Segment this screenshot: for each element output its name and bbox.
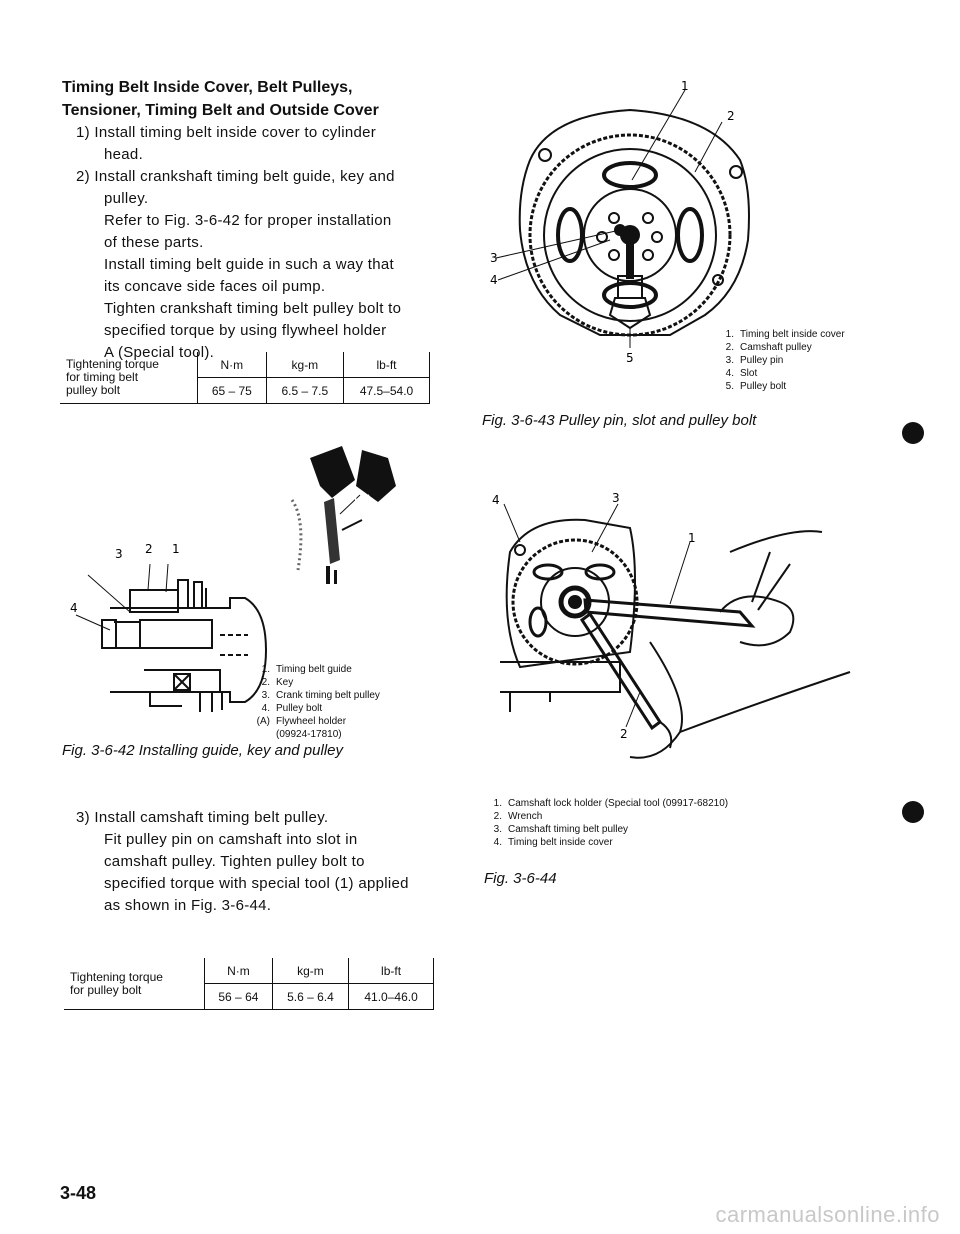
flywheel-holder-drawing — [292, 446, 396, 584]
legend-item: 1. Timing belt guide — [261, 664, 352, 675]
unit-header-nm: N·m — [205, 958, 273, 984]
torque-value-lbft: 41.0–46.0 — [349, 984, 434, 1010]
step-3-line: 3) Install camshaft timing belt pulley. — [76, 809, 329, 826]
fig-3-6-42-caption: Fig. 3-6-42 Installing guide, key and pulley — [62, 742, 344, 759]
fig-3-6-44-caption: Fig. 3-6-44 — [484, 870, 557, 887]
fig-43-callout: 5 — [626, 351, 634, 365]
torque-value-kgm: 6.5 – 7.5 — [266, 378, 343, 404]
legend-item: 3. Camshaft timing belt pulley — [493, 824, 629, 835]
torque-value-nm: 56 – 64 — [205, 984, 273, 1010]
legend-item: 3. Crank timing belt pulley — [261, 690, 380, 701]
unit-header-nm: N·m — [198, 352, 267, 378]
section-title — [62, 76, 379, 122]
step-3-line: camshaft pulley. Tighten pulley bolt to — [104, 853, 365, 870]
section-title-line-2: Tensioner, Timing Belt and Outside Cover — [62, 102, 379, 119]
torque-label-line: Tightening torque — [66, 357, 159, 371]
step-2-line: Tighten crankshaft timing belt pulley bolt to — [104, 300, 402, 317]
fig-42-callout: 1 — [172, 542, 180, 556]
legend-item: 4. Pulley bolt — [261, 703, 323, 714]
torque-label-cell — [64, 958, 205, 1010]
fig-43-callout: 1 — [681, 80, 689, 93]
legend-item: 2. Key — [261, 677, 294, 688]
fig-3-6-43-illustration — [490, 80, 780, 370]
torque-label-cell — [60, 352, 198, 404]
torque-value-nm: 65 – 75 — [198, 378, 267, 404]
step-3-line: Fit pulley pin on camshaft into slot in — [104, 831, 358, 848]
step-1-line: 1) Install timing belt inside cover to cylinder — [76, 124, 377, 141]
fig-43-callout: 3 — [490, 251, 498, 265]
fig-44-callout: 1 — [688, 531, 696, 545]
fig-44-callout: 2 — [620, 727, 628, 741]
fig-44-legend — [484, 797, 728, 849]
legend-item: (09924-17810) — [276, 729, 342, 740]
legend-item: 4. Timing belt inside cover — [493, 837, 613, 848]
legend-item: 1. Camshaft lock holder (Special tool (09917-68210) — [493, 798, 729, 809]
fig-3-6-44-illustration — [490, 492, 860, 792]
step-2-line: its concave side faces oil pump. — [104, 278, 326, 295]
legend-item: 5. Pulley bolt — [725, 381, 787, 392]
step-2-line: Install timing belt guide in such a way that — [104, 256, 395, 273]
step-2-line: 2) Install crankshaft timing belt guide, key and — [76, 168, 395, 185]
legend-item: 4. Slot — [725, 368, 758, 379]
fig-42-callout: 4 — [70, 601, 78, 615]
fig-42-callout: (A) — [354, 493, 372, 507]
page-number: 3-48 — [60, 1183, 97, 1203]
step-2-line: of these parts. — [104, 234, 204, 251]
fig-43-callout: 2 — [727, 109, 735, 123]
legend-item: (A) Flywheel holder — [256, 716, 347, 727]
torque-value-lbft: 47.5–54.0 — [344, 378, 430, 404]
fig-43-callout: 4 — [490, 273, 498, 287]
legend-item: 3. Pulley pin — [725, 355, 784, 366]
step-3-text — [76, 807, 446, 917]
step-1-line: head. — [104, 146, 144, 163]
fig-43-legend — [716, 328, 845, 393]
unit-header-kgm: kg-m — [272, 958, 348, 984]
step-3-line: as shown in Fig. 3-6-44. — [104, 897, 272, 914]
step-2-line: Refer to Fig. 3-6-42 for proper installation — [104, 212, 392, 229]
fig-42-callout: 2 — [145, 542, 153, 556]
fig-3-6-43-caption: Fig. 3-6-43 Pulley pin, slot and pulley bolt — [482, 412, 757, 429]
torque-value-kgm: 5.6 – 6.4 — [272, 984, 348, 1010]
fig-42-legend — [252, 663, 380, 741]
legend-item: 1. Timing belt inside cover — [725, 329, 845, 340]
step-2-line: specified torque by using flywheel holder — [104, 322, 387, 339]
step-1-2-text — [76, 122, 446, 364]
torque-label-line: for pulley bolt — [70, 982, 142, 997]
torque-label-line: pulley bolt — [66, 383, 121, 397]
legend-item: 2. Camshaft pulley — [725, 342, 812, 353]
torque-label-line: for timing belt — [66, 370, 139, 384]
section-title-line-1: Timing Belt Inside Cover, Belt Pulleys, — [62, 79, 353, 96]
watermark-text: carmanualsonline.info — [715, 1202, 940, 1227]
step-2-line: A (Special tool). — [104, 344, 215, 361]
crank-pulley-drawing — [102, 580, 266, 712]
fig-44-callout: 4 — [492, 493, 500, 507]
legend-item: 2. Wrench — [493, 811, 543, 822]
step-3-line: specified torque with special tool (1) applied — [104, 875, 409, 892]
margin-dot — [902, 801, 924, 823]
step-2-line: pulley. — [104, 190, 149, 207]
torque-table-pulley-bolt — [64, 958, 434, 1010]
margin-dot — [902, 422, 924, 444]
fig-44-callout: 3 — [612, 492, 620, 505]
torque-label-line: Tightening torque — [70, 969, 163, 984]
unit-header-lbft: lb-ft — [344, 352, 430, 378]
fig-42-callout: 3 — [115, 547, 123, 561]
unit-header-kgm: kg-m — [266, 352, 343, 378]
unit-header-lbft: lb-ft — [349, 958, 434, 984]
camshaft-lock-holder-drawing — [500, 520, 850, 758]
camshaft-pulley-drawing — [520, 110, 749, 335]
torque-table-timing-belt-pulley — [60, 352, 430, 404]
